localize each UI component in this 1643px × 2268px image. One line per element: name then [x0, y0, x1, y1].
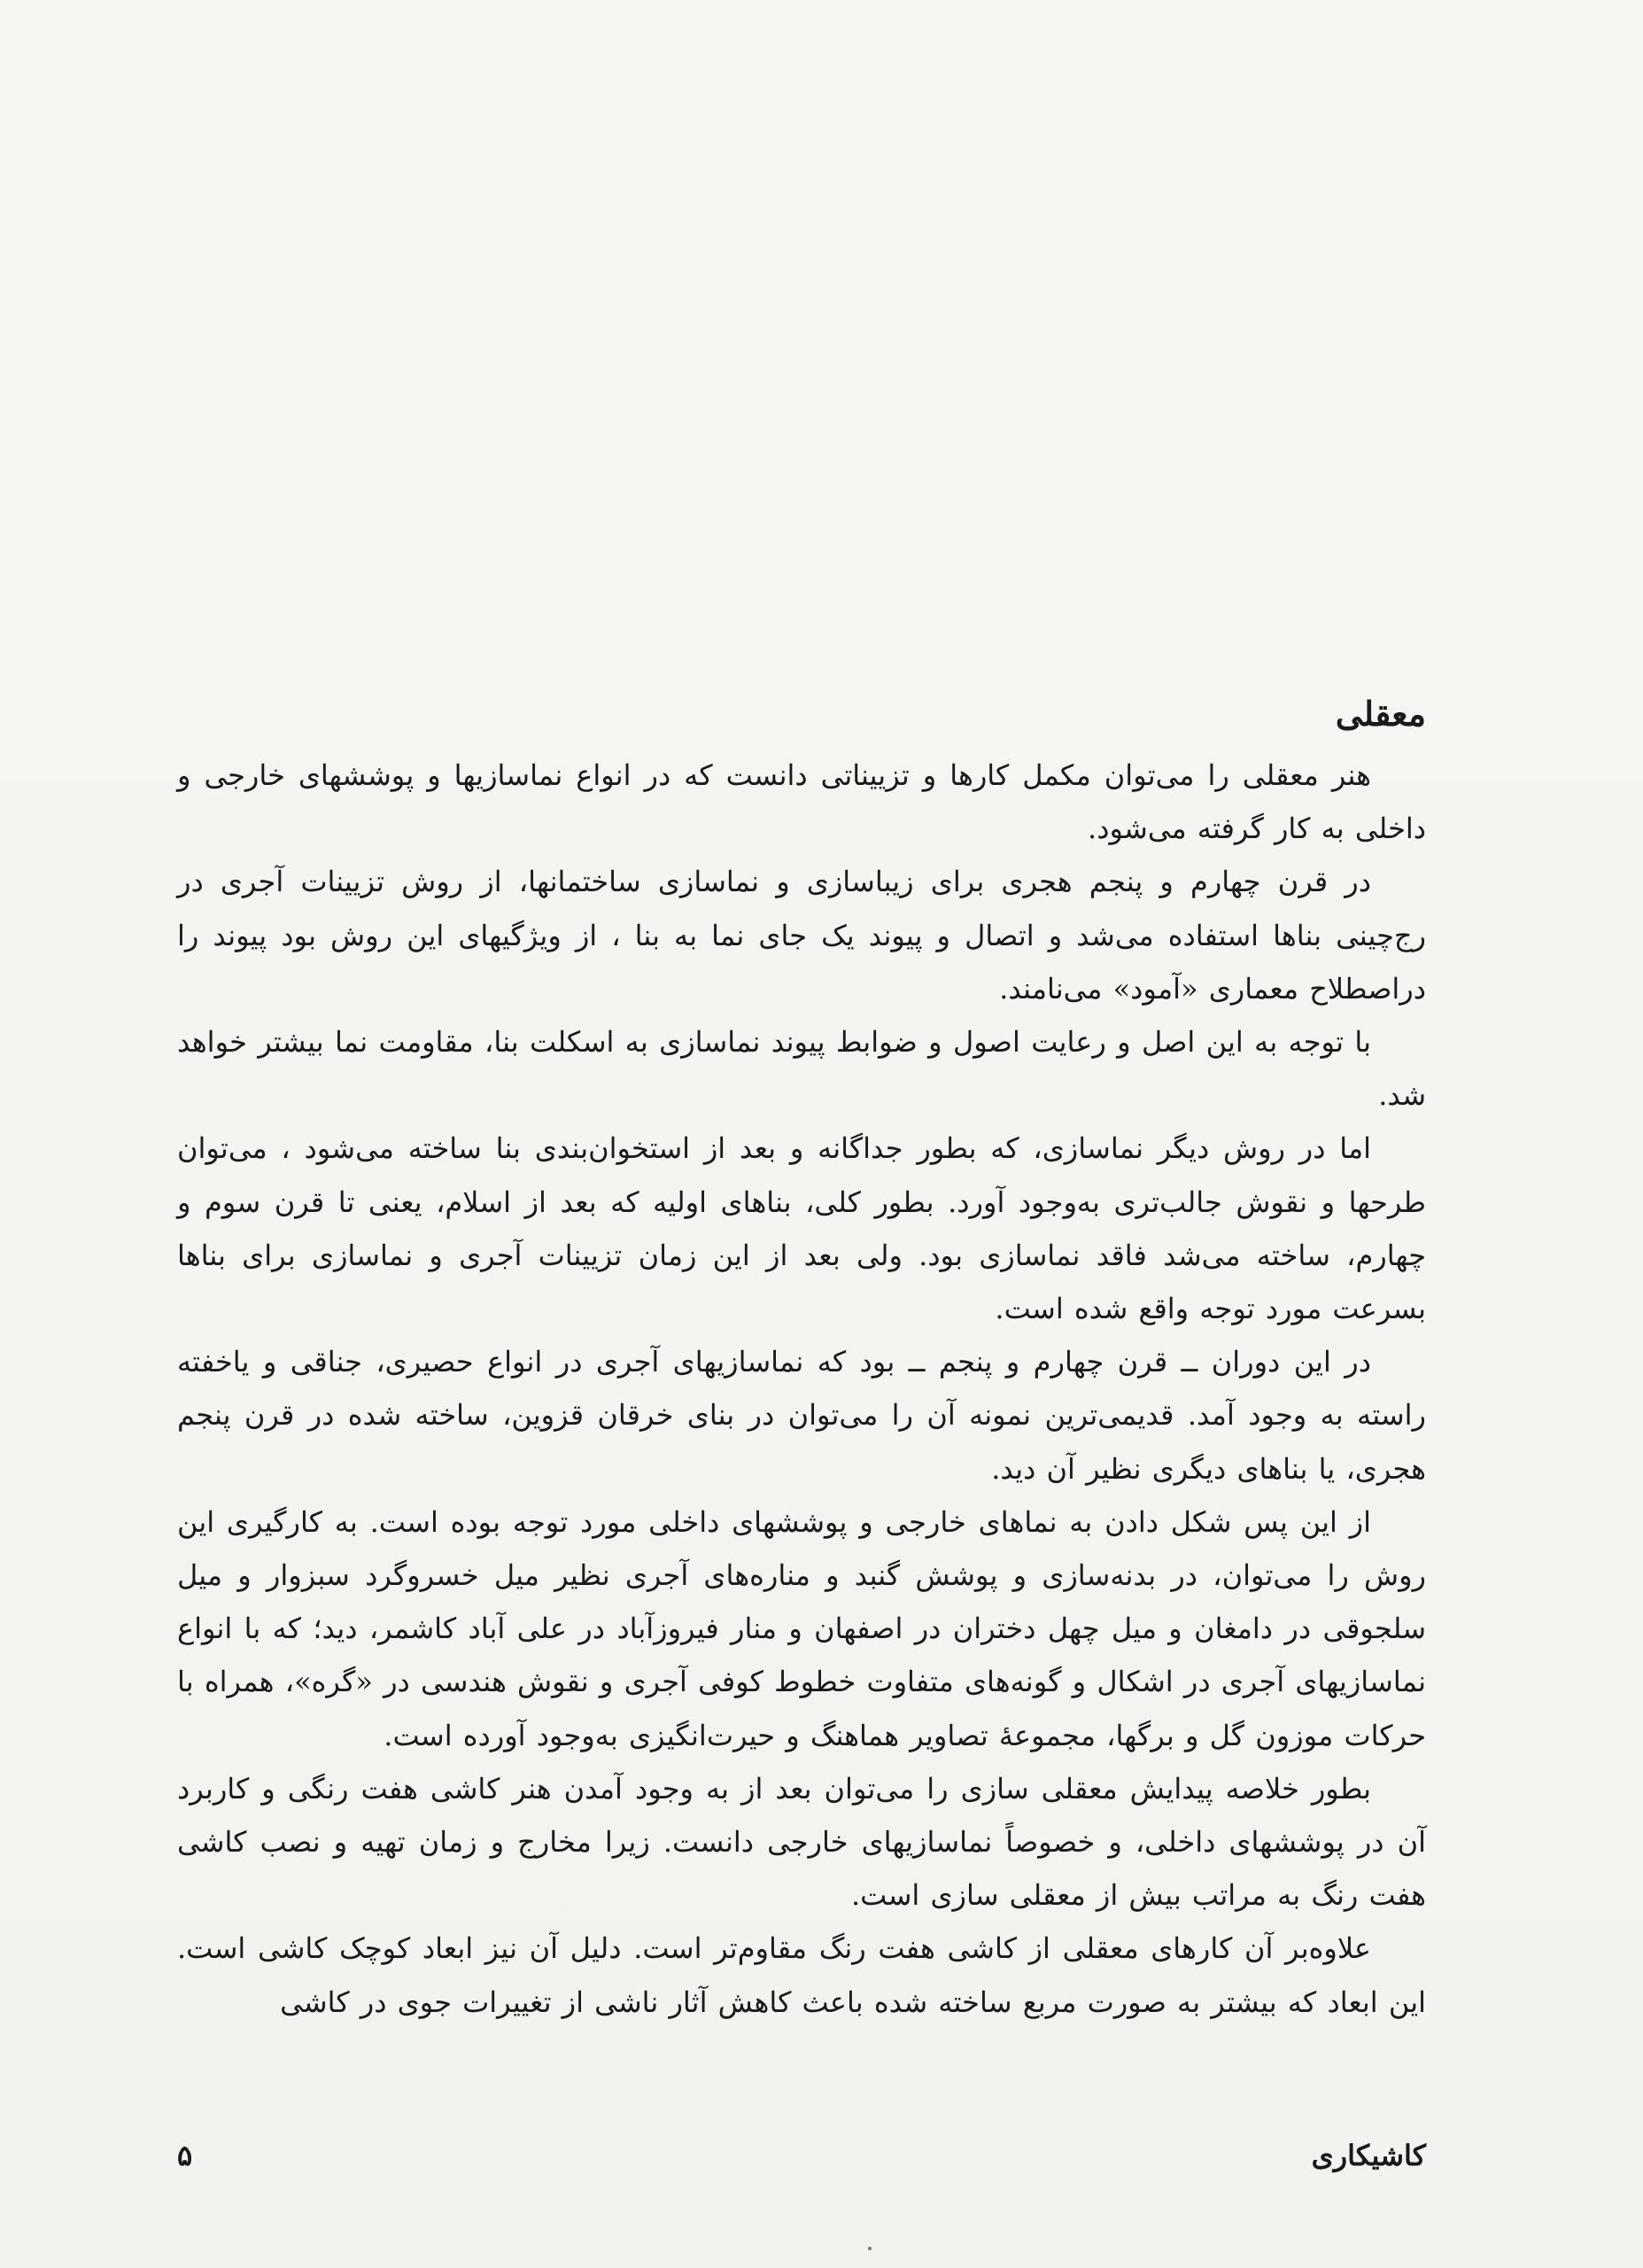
paragraph-3: با توجه به این اصل و رعایت اصول و ضوابط پیوند نماسازی به اسکلت بنا، مقاومت نما بیشتر خواهد شد.	[177, 1025, 1426, 1113]
paragraph-2: در قرن چهارم و پنجم هجری برای زیباسازی و نماسازی ساختمانها، از روش تزیینات آجری در رج‌چینی بناها استفاده می‌شد و اتصال و پیوند یک جای نما به بنا ، از ویژگیهای این روش بود پیوند را دراصطلاح معماری «آمود» می‌نامند.	[177, 865, 1427, 1006]
paragraph-7: بطور خلاصه پیدایش معقلی سازی را می‌توان بعد از به وجود آمدن هنر کاشی هفت رنگی و کاربرد آن در پوششهای داخلی، و خصوصاً نماسازیهای خارجی دانست. زیرا مخارج و زمان تهیه و نصب کاشی هفت رنگ به مراتب بیش از معقلی سازی است.	[177, 1771, 1426, 1913]
paragraph-5: در این دوران ــ قرن چهارم و پنجم ــ بود که نماسازیهای آجری در انواع حصیری، جناقی و یاخفته راسته به وجود آمد. قدیمی‌ترین نمونه آن را می‌توان در بنای خرقان قزوین، ساخته شده در قرن پنجم هجری، یا بناهای دیگری نظیر آن دید.	[177, 1345, 1426, 1486]
paragraph-8: علاوه‌بر آن کارهای معقلی از کاشی هفت رنگ مقاوم‌تر است. دلیل آن نیز ابعاد کوچک کاشی است. این ابعاد که بیشتر به صورت مربع ساخته شده باعث کاهش آثار ناشی از تغییرات جوی در کاشی	[177, 1931, 1426, 2019]
page-number: ۵	[177, 2139, 193, 2172]
paragraph-1: هنر معقلی را می‌توان مکمل کارها و تزییناتی دانست که در انواع نماسازیها و پوششهای خارجی و داخلی به کار گرفته می‌شود.	[177, 758, 1426, 846]
paragraph-4: اما در روش دیگر نماسازی، که بطور جداگانه و بعد از استخوان‌بندی بنا ساخته می‌شود ، می‌توان طرحها و نقوش جالب‌تری به‌وجود آورد. بطور کلی، بناهای اولیه که بعد از اسلام، یعنی تا قرن سوم و چهارم، ساخته می‌شد فاقد نماسازی بود. ولی بعد از این زمان تزیینات آجری و نماسازی برای بناها بسرعت مورد توجه واقع شده است.	[177, 1131, 1426, 1326]
running-title: کاشیکاری	[1311, 2139, 1426, 2172]
paragraph-6: از این پس شکل دادن به نماهای خارجی و پوششهای داخلی مورد توجه بوده است. به کارگیری این روش را می‌توان، در بدنه‌سازی و پوشش گنبد و مناره‌های آجری نظیر میل خسروگرد سبزوار و میل سلجوقی در دامغان و میل چهل دختران در اصفهان و منار فیروزآباد در علی آباد کاشمر، دید؛ که با انواع نماسازیهای آجری در اشکال و گونه‌های متفاوت خطوط کوفی آجری و نقوش هندسی در «گره»، همراه با حرکات موزون گل و برگها، مجموعهٔ تصاویر هماهنگ و حیرت‌انگیزی به‌وجود آورده است.	[177, 1504, 1427, 1752]
article-body	[177, 687, 1426, 2029]
paper-speck	[868, 2247, 872, 2250]
page-footer	[177, 2131, 1426, 2180]
section-heading: معقلی	[1335, 694, 1426, 734]
